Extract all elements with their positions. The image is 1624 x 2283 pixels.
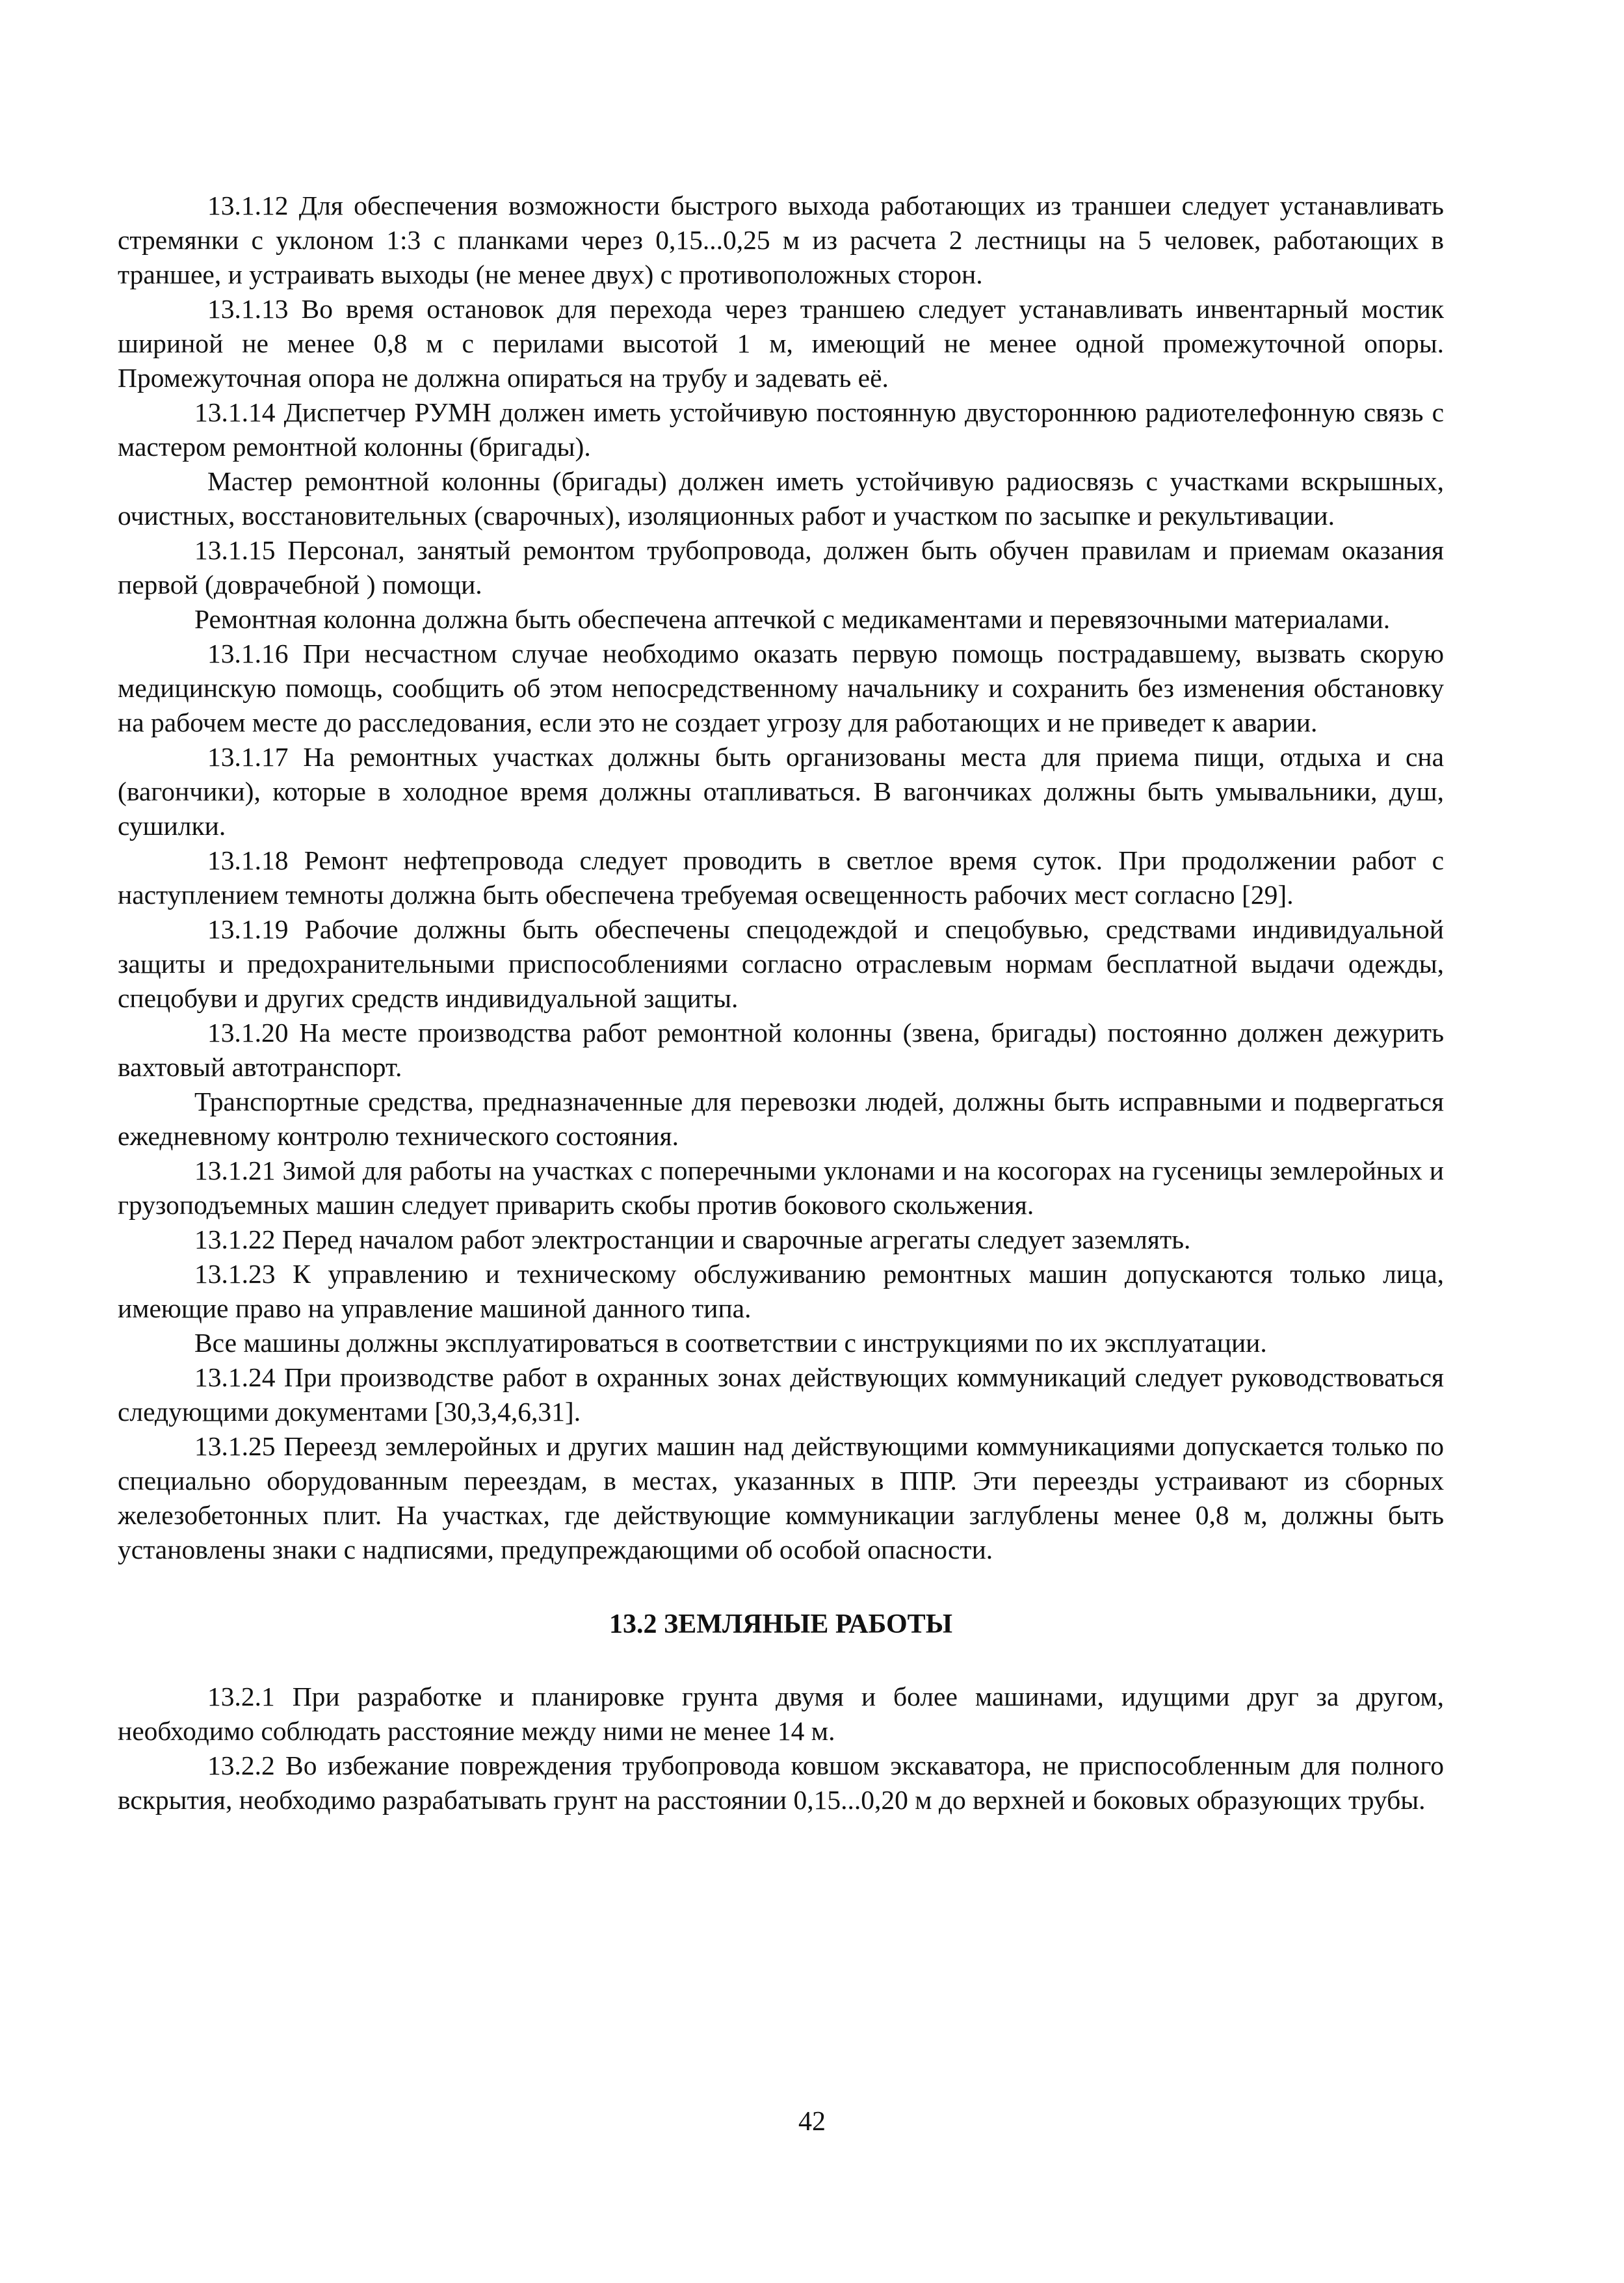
paragraph-13-1-24: 13.1.24 При производстве работ в охранных зонах действующих коммуникаций следует руководствоваться следующими документами [30,3,4,6,31].: [118, 1362, 1444, 1427]
paragraph-transport: Транспортные средства, предназначенные для перевозки людей, должны быть исправными и подвергаться ежедневному контролю технического состояния.: [118, 1087, 1444, 1151]
paragraph-13-1-25: 13.1.25 Переезд землеройных и других машин над действующими коммуникациями допускается только по специально оборудованным переездам, в местах, указанных в ППР. Эти переезды устраивают из сборных железобетонных плит. На участках, где действующие коммуникации заглублены менее 0,8 м, должны быть установлены знаки с надписями, предупреждающими об особой опасности.: [118, 1431, 1444, 1564]
paragraph-13-1-23: 13.1.23 К управлению и техническому обслуживанию ремонтных машин допускаются только лица, имеющие право на управление машиной данного типа.: [118, 1259, 1444, 1323]
paragraph-13-2-1: 13.2.1 При разработке и планировке грунта двумя и более машинами, идущими друг за другом, необходимо соблюдать расстояние между ними не менее 14 м.: [118, 1682, 1444, 1746]
paragraph-first-aid-kit: Ремонтная колонна должна быть обеспечена аптечкой с медикаментами и перевязочными материалами.: [194, 604, 1391, 634]
paragraph-13-1-18: 13.1.18 Ремонт нефтепровода следует проводить в светлое время суток. При продолжении работ с наступлением темноты должна быть обеспечена требуемая освещенность рабочих мест согласно [29].: [118, 845, 1444, 910]
paragraph-machines-operation: Все машины должны эксплуатироваться в соответствии с инструкциями по их эксплуатации.: [194, 1328, 1267, 1358]
paragraph-13-1-15: 13.1.15 Персонал, занятый ремонтом трубопровода, должен быть обучен правилам и приемам оказания первой (доврачебной ) помощи.: [118, 535, 1444, 600]
paragraph-13-1-16: 13.1.16 При несчастном случае необходимо оказать первую помощь пострадавшему, вызвать скорую медицинскую помощь, сообщить об этом непосредственному начальнику и сохранить без изменения обстановку на рабочем месте до расследования, если это не создает угрозу для работающих и не приведет к аварии.: [118, 639, 1444, 737]
paragraph-13-1-12: 13.1.12 Для обеспечения возможности быстрого выхода работающих из траншеи следует устанавливать стремянки с уклоном 1:3 с планками через 0,15...0,25 м из расчета 2 лестницы на 5 человек, работающих в траншее, и устраивать выходы (не менее двух) с противоположных сторон.: [118, 191, 1444, 289]
paragraph-radio-link: Мастер ремонтной колонны (бригады) должен иметь устойчивую радиосвязь с участками вскрышных, очистных, восстановительных (сварочных), изоляционных работ и участком по засыпке и рекультивации.: [118, 466, 1444, 531]
paragraph-13-1-19: 13.1.19 Рабочие должны быть обеспечены спецодеждой и спецобувью, средствами индивидуальной защиты и предохранительными приспособлениями согласно отраслевым нормам бесплатной выдачи одежды, спецобуви и других средств индивидуальной защиты.: [118, 914, 1444, 1013]
page-number: 42: [798, 2107, 826, 2137]
paragraph-13-1-14: 13.1.14 Диспетчер РУМН должен иметь устойчивую постоянную двустороннюю радиотелефонную связь с мастером ремонтной колонны (бригады).: [118, 397, 1444, 462]
paragraph-13-1-20: 13.1.20 На месте производства работ ремонтной колонны (звена, бригады) постоянно должен дежурить вахтовый автотранспорт.: [118, 1018, 1444, 1082]
paragraph-13-1-17: 13.1.17 На ремонтных участках должны быть организованы места для приема пищи, отдыха и сна (вагончики), которые в холодное время должны отапливаться. В вагончиках должны быть умывальники, душ, сушилки.: [118, 742, 1444, 841]
paragraph-13-2-2: 13.2.2 Во избежание повреждения трубопровода ковшом экскаватора, не приспособленным для полного вскрытия, необходимо разрабатывать грунт на расстоянии 0,15...0,20 м до верхней и боковых образующих трубы.: [118, 1750, 1444, 1815]
paragraph-13-1-21: 13.1.21 Зимой для работы на участках с поперечными уклонами и на косогорах на гусеницы землеройных и грузоподъемных машин следует приварить скобы против бокового скольжения.: [118, 1155, 1444, 1220]
section-heading-13-2: 13.2 ЗЕМЛЯНЫЕ РАБОТЫ: [609, 1609, 952, 1639]
document-page: [118, 189, 1444, 1817]
paragraph-13-1-13: 13.1.13 Во время остановок для перехода через траншею следует устанавливать инвентарный мостик шириной не менее 0,8 м с перилами высотой 1 м, имеющий не менее одной промежуточной опоры. Промежуточная опора не должна опираться на трубу и задевать её.: [118, 294, 1444, 393]
paragraph-13-1-22: 13.1.22 Перед началом работ электростанции и сварочные агрегаты следует заземлять.: [194, 1224, 1191, 1254]
